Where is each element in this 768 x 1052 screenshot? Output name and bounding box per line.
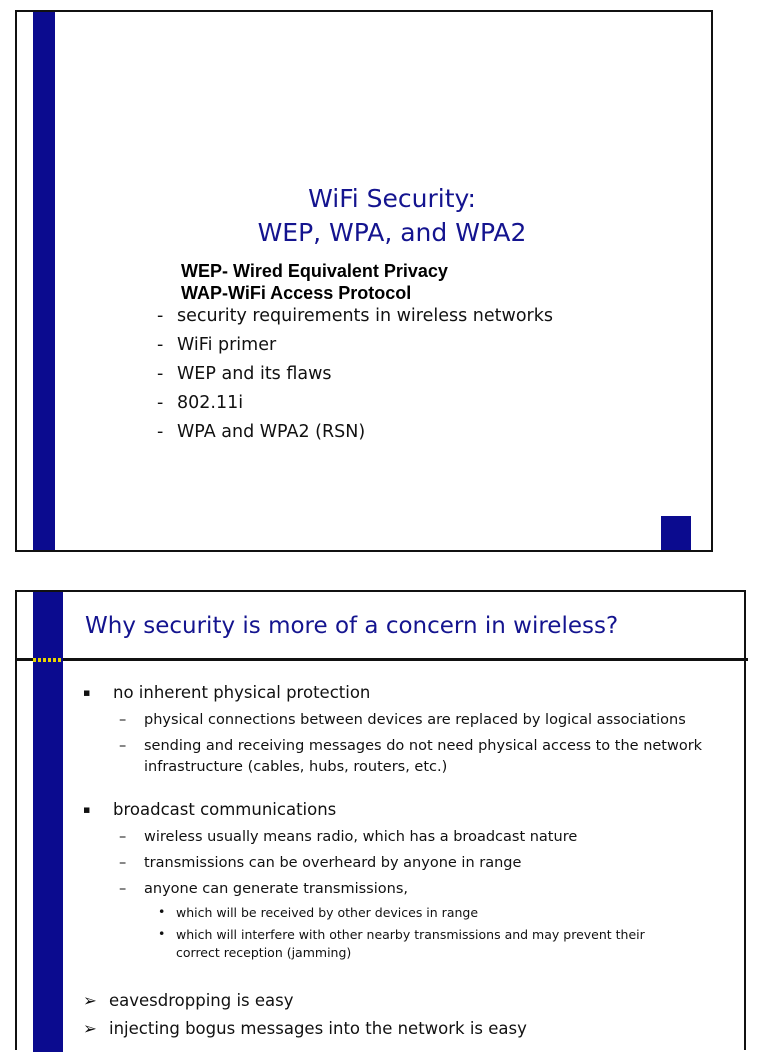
outline-item-text: security requirements in wireless networks [177, 306, 553, 326]
sub-bullet-text-continued: infrastructure (cables, hubs, routers, etc.) [144, 759, 448, 775]
slide-title: Why security is more of a concern in wireless? [85, 613, 619, 639]
sub-bullet-text: wireless usually means radio, which has a broadcast nature [144, 829, 578, 845]
dash-marker: - [157, 306, 164, 326]
outline-list [157, 302, 553, 447]
arrow-bullet-icon: ➢ [83, 1019, 97, 1038]
slide-title [167, 182, 617, 250]
outline-item [157, 302, 553, 331]
outline-item [157, 389, 553, 418]
arrow-bullet-icon: ➢ [83, 991, 97, 1010]
sub-bullet-text: physical connections between devices are replaced by logical associations [144, 712, 686, 728]
outline-item-text: 802.11i [177, 393, 244, 413]
dot-marker: • [158, 926, 166, 941]
conclusion-text: eavesdropping is easy [109, 991, 294, 1010]
sub-bullet [119, 710, 686, 731]
sub-sub-bullet [158, 904, 478, 922]
conclusion-item [83, 1018, 527, 1040]
dash-marker: – [119, 829, 127, 845]
outline-item-text: WPA and WPA2 (RSN) [177, 422, 366, 442]
outline-item-text: WiFi primer [177, 335, 277, 355]
slide-title-line-1: WiFi Security: [308, 184, 476, 213]
sub-bullet-text: sending and receiving messages do not need physical access to the network [144, 738, 703, 754]
dash-marker: – [119, 712, 127, 728]
square-bullet-icon: ▪ [83, 803, 91, 816]
sub-bullet [119, 879, 408, 900]
outline-item [157, 360, 553, 389]
slide-content [17, 592, 748, 1052]
sub-bullet [119, 853, 521, 874]
sub-sub-bullet [158, 926, 645, 962]
bullet-heading [83, 799, 336, 821]
sub-bullet [119, 736, 702, 778]
dash-marker: – [119, 855, 127, 871]
slide-title-line-2: WEP, WPA, and WPA2 [257, 218, 527, 247]
dash-marker: - [157, 364, 164, 384]
sub-sub-bullet-text: which will interfere with other nearby transmissions and may prevent their [176, 927, 645, 942]
sub-sub-bullet-text-continued: correct reception (jamming) [176, 945, 352, 960]
outline-item [157, 331, 553, 360]
bullet-heading-text: no inherent physical protection [113, 683, 371, 702]
outline-item [157, 418, 553, 447]
bullet-heading-text: broadcast communications [113, 800, 337, 819]
slide-side-bar [33, 12, 55, 550]
dash-marker: - [157, 393, 164, 413]
sub-bullet-text: anyone can generate transmissions, [144, 881, 408, 897]
slide-corner-block [661, 516, 691, 550]
dash-marker: – [119, 881, 127, 897]
conclusion-text: injecting bogus messages into the network is easy [109, 1019, 527, 1038]
definition-wap: WAP-WiFi Access Protocol [181, 283, 412, 303]
slide-wireless-concern [15, 590, 746, 1050]
dash-marker: - [157, 422, 164, 442]
sub-sub-bullet-text: which will be received by other devices in range [176, 905, 479, 920]
sub-bullet-text: transmissions can be overheard by anyone in range [144, 855, 522, 871]
square-bullet-icon: ▪ [83, 686, 91, 699]
definition-wep: WEP- Wired Equivalent Privacy [181, 261, 448, 281]
dash-marker: - [157, 335, 164, 355]
outline-item-text: WEP and its flaws [177, 364, 332, 384]
dot-marker: • [158, 904, 166, 919]
bullet-heading [83, 682, 370, 704]
sub-bullet [119, 827, 577, 848]
slide-title-page [15, 10, 713, 552]
dash-marker: – [119, 738, 127, 754]
acronym-definitions [181, 260, 448, 304]
conclusion-item [83, 990, 294, 1012]
